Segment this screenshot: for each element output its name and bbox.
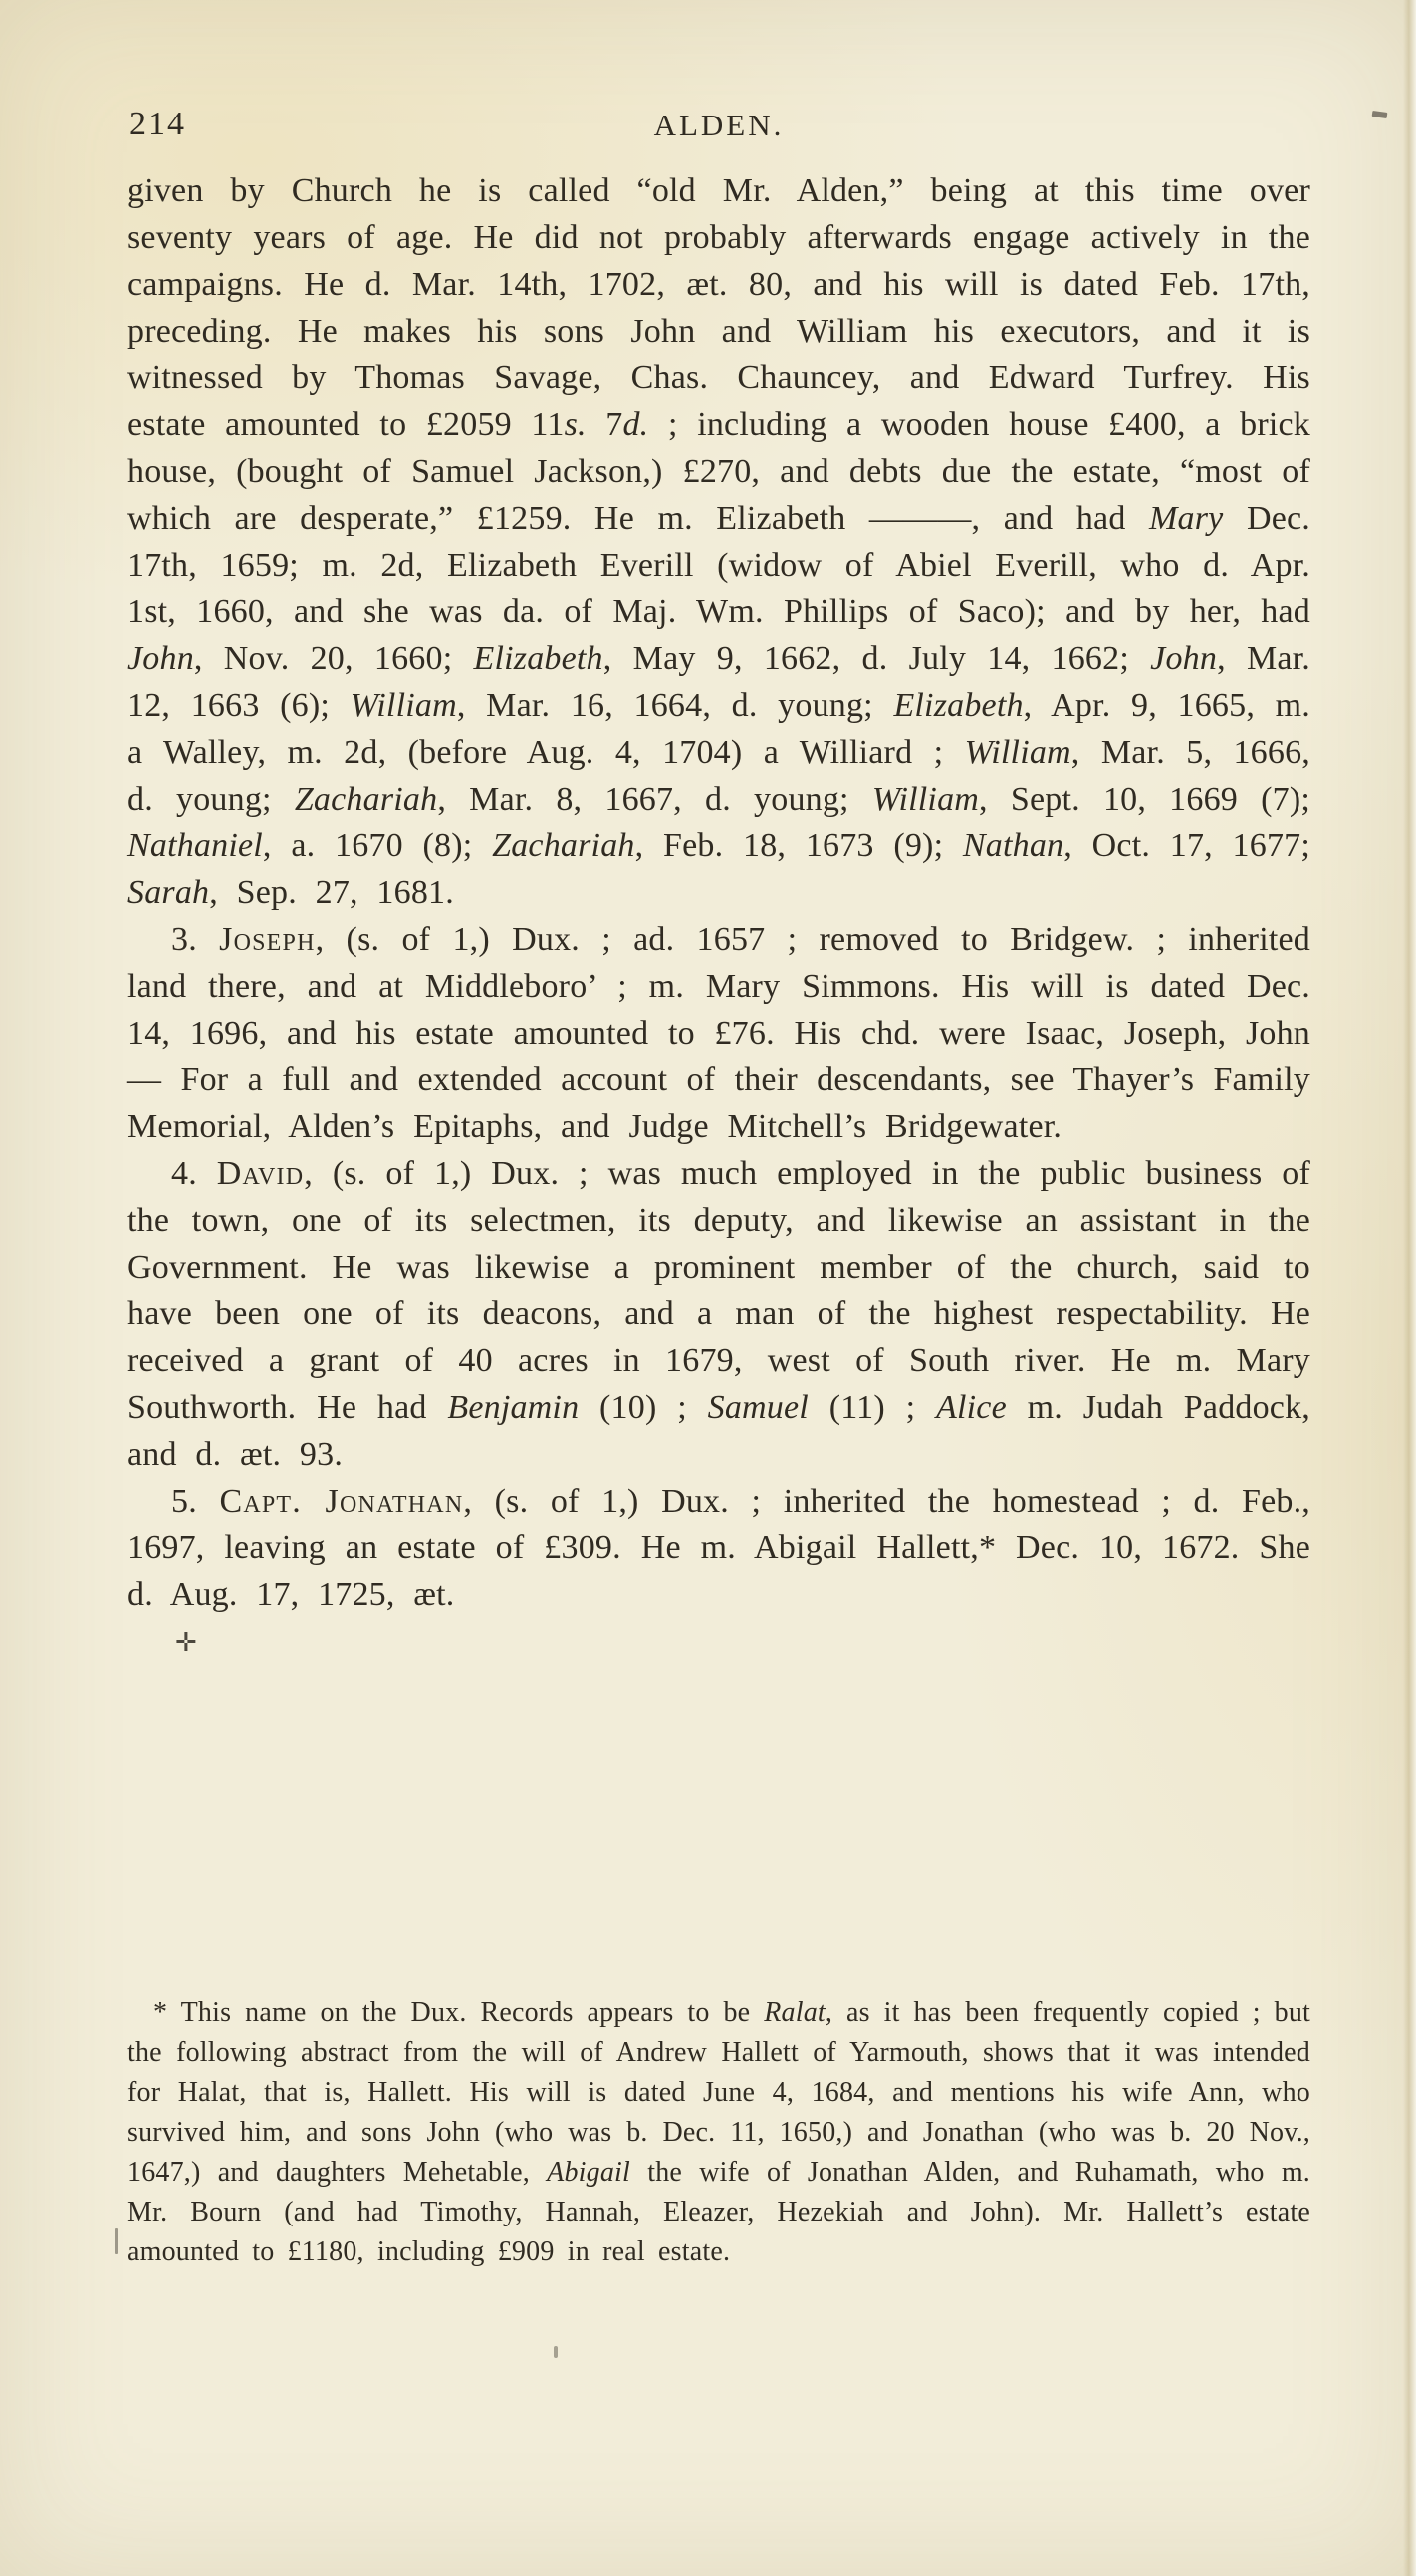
page-edge	[1403, 0, 1416, 2576]
italic-run: Ralat	[764, 1997, 826, 2028]
smallcaps-run: Joseph	[219, 921, 316, 958]
italic-run: John	[1150, 640, 1218, 677]
italic-run: s.	[564, 406, 587, 443]
stray-mark: ✛	[175, 1628, 197, 1657]
italic-run: William	[871, 781, 980, 818]
italic-run: Samuel	[707, 1389, 809, 1426]
italic-run: Nathan	[962, 827, 1064, 864]
text-run: , Mar. 12, 1663 (6);	[127, 640, 1311, 724]
text-run: , Oct. 17, 1677;	[1063, 827, 1310, 864]
text-run: , Feb. 18, 1673 (9);	[634, 827, 963, 864]
text-run: Dec. 17th, 1659; m. 2d, Elizabeth Everill (widow of Abiel Everill, who d. Apr. 1st, 1660, and she was da. of Maj. Wm. Phillips of Saco); and by her, had	[127, 500, 1310, 630]
italic-run: John	[127, 640, 194, 677]
smallcaps-run: Capt. Jonathan	[219, 1483, 464, 1520]
scan-speck	[554, 2346, 558, 2358]
italic-run: Zachariah	[492, 827, 635, 864]
italic-run: William	[964, 734, 1071, 771]
smallcaps-run: David	[216, 1155, 305, 1192]
text-run: 3.	[171, 921, 220, 958]
text-run: , as it has been frequently copied ; but the following abstract from the will of Andrew Hallett of Yarmouth, shows that it was intended for Halat, that is, Hallett. His will is dated June 4, 1684, and mentions his wife Ann, who survived him, and sons John (who was b. Dec. 11, 1650,) and Jonathan (who was b. 20 Nov., 1647,) and daughters Mehetable,	[127, 1997, 1311, 2188]
text-run: , (s. of 1,) Dux. ; was much employed in the public business of the town, one of its selectmen, its deputy, and likewise an assistant in the Government. He was likewise a prominent member of the church, said to have been one of its deacons, and a man of the highest respectability. He received a grant of 40 acres in 1679, west of South river. He m. Mary Southworth. He had	[127, 1155, 1310, 1426]
text-run: 4.	[171, 1155, 217, 1192]
text-run: , Sep. 27, 1681.	[209, 874, 454, 911]
text-run: , Apr. 9, 1665, m. a Walley, m. 2d, (before Aug. 4, 1704) a Williard ;	[127, 687, 1310, 771]
text-run: , (s. of 1,) Dux. ; inherited the homestead ; d. Feb., 1697, leaving an estate of £309. He m. Abigail Hallett,* Dec. 10, 1672. She d. Aug. 17, 1725, æt.	[127, 1483, 1310, 1613]
italic-run: Nathaniel	[127, 827, 263, 864]
italic-run: Abigail	[547, 2157, 631, 2188]
paragraph	[127, 916, 1310, 1150]
italic-run: Alice	[936, 1389, 1007, 1426]
paragraph	[127, 1478, 1310, 1618]
text-run: , a. 1670 (8);	[262, 827, 493, 864]
footnote	[127, 1993, 1310, 2272]
text-run: (11) ;	[808, 1389, 937, 1426]
text-run: 7	[586, 406, 623, 443]
text-block	[127, 106, 1310, 1662]
footnote-text	[127, 1993, 1310, 2272]
italic-run: William	[350, 687, 457, 724]
text-run: the wife of Jonathan Alden, and Ruhamath, who m. Mr. Bourn (and had Timothy, Hannah, Eleazer, Hezekiah and John). Mr. Hallett’s estate amounted to £1180, including £909 in real estate.	[127, 2157, 1310, 2267]
italic-run: Benjamin	[447, 1389, 580, 1426]
text-run: * This name on the Dux. Records appears to be	[153, 1997, 765, 2028]
text-run: ; including a wooden house £400, a brick house, (bought of Samuel Jackson,) £270, and debts due the estate, “most of which are desperate,” £1259. He m. Elizabeth ———, and had	[127, 406, 1310, 537]
text-run: , (s. of 1,) Dux. ; ad. 1657 ; removed to Bridgew. ; inherited land there, and at Middleboro’ ; m. Mary Simmons. His will is dated Dec. 14, 1696, and his estate amounted to £76. His chd. were Isaac, Joseph, John — For a full and extended account of their descendants, see Thayer’s Family Memorial, Alden’s Epitaphs, and Judge Mitchell’s Bridgewater.	[127, 921, 1310, 1145]
text-run: , Mar. 8, 1667, d. young;	[437, 781, 872, 818]
italic-run: d.	[622, 406, 649, 443]
text-run: , Mar. 5, 1666, d. young;	[127, 734, 1310, 818]
italic-run: Elizabeth	[473, 640, 603, 677]
italic-run: Mary	[1149, 500, 1224, 537]
scan-speck	[115, 2228, 118, 2254]
text-run: , May 9, 1662, d. July 14, 1662;	[602, 640, 1151, 677]
text-run: , Sept. 10, 1669 (7);	[979, 781, 1311, 818]
scan-speck	[1372, 111, 1388, 118]
text-run: , Mar. 16, 1664, d. young;	[456, 687, 894, 724]
main-text	[127, 167, 1310, 1618]
italic-run: Elizabeth	[893, 687, 1024, 724]
page-header	[127, 106, 1310, 151]
paragraph	[127, 167, 1310, 916]
text-run: , Nov. 20, 1660;	[193, 640, 474, 677]
page-number: 214	[129, 106, 186, 142]
italic-run: Zachariah	[294, 781, 438, 818]
text-run: m. Judah Paddock, and d. æt. 93.	[127, 1389, 1310, 1473]
text-run: given by Church he is called “old Mr. Alden,” being at this time over seventy years of age. He did not probably afterwards engage actively in the campaigns. He d. Mar. 14th, 1702, æt. 80, and his will is dated Feb. 17th, preceding. He makes his sons John and William his executors, and it is witnessed by Thomas Savage, Chas. Chauncey, and Edward Turfrey. His estate amounted to £2059 11	[127, 172, 1310, 443]
text-run: 5.	[171, 1483, 220, 1520]
italic-run: Sarah	[127, 874, 210, 911]
running-title: ALDEN.	[653, 108, 785, 142]
paragraph	[127, 1150, 1310, 1478]
text-run: (10) ;	[579, 1389, 708, 1426]
